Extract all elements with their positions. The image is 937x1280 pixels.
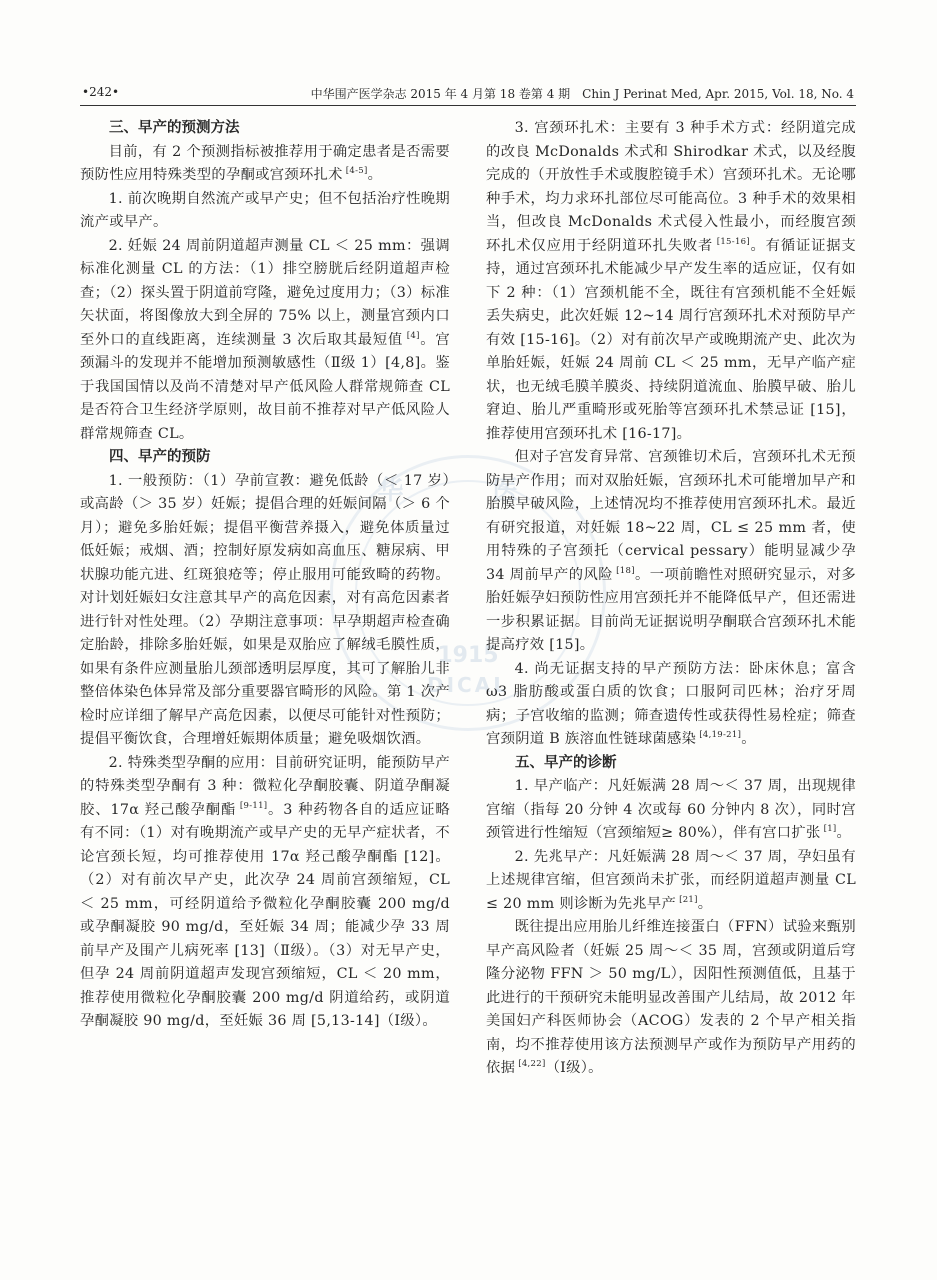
citation-ref: [21]: [676, 894, 698, 905]
section-heading: [80, 446, 450, 470]
paragraph-tail: 。有循证证据支持，通过宫颈环扎术能减少早产发生率的适应证，仅有如下 2 种：（1）宫颈机能不全，既往有宫颈机能不全妊娠丢失病史，此次妊娠 12~14 周行宫颈环扎术对预防早产有效 [15-16]。（2）对有前次早产或晚期流产史、此次为单胎妊娠，妊娠 24 周前 CL ＜ 25 mm，无早产临产症状，也无绒毛膜羊膜炎、持续阴道流血、胎膜早破、胎儿窘迫、胎儿严重畸形或死胎等宫颈环扎术禁忌证 [15]，推荐使用宫颈环扎术 [16-17]。: [486, 237, 856, 442]
paragraph-text: 4. 尚无证据支持的早产预防方法：卧床休息；富含 ω3 脂肪酸或蛋白质的饮食；口服阿司匹林；治疗牙周病；子宫收缩的监测；筛查遗传性或获得性易栓症；筛查宫颈阴道 B 族溶血性链球菌感染: [486, 660, 856, 747]
citation-ref: [4-5]: [342, 166, 368, 177]
paragraph: [486, 846, 856, 917]
watermark-top-text: 华 医: [377, 476, 559, 506]
paragraph: [486, 658, 856, 752]
citation-ref: [4,22]: [515, 1059, 546, 1070]
paragraph: [486, 117, 856, 446]
paragraph-text: 目前，有 2 个预测指标被推荐用于确定患者是否需要预防性应用特殊类型的孕酮或宫颈环扎术: [80, 143, 450, 183]
paragraph: [80, 470, 450, 752]
citation-ref: [9-11]: [236, 800, 268, 811]
paragraph-text: 既往提出应用胎儿纤维连接蛋白（FFN）试验来甄别早产高风险者（妊娠 25 周～＜ 35 周，宫颈或阴道后穹隆分泌物 FFN ＞ 50 mg/L），因阳性预测值低，且基于此进行的干预研究未能明显改善围产儿结局，故 2012 年美国妇产科医师协会（ACOG）发表的 2 个早产相关指南，均不推荐使用该方法预测早产或作为预防早产用药的依据: [486, 919, 856, 1076]
watermark-latin: DICAL: [427, 673, 509, 697]
paragraph-tail: （Ⅰ级）。: [545, 1060, 603, 1076]
paragraph-text: 3. 宫颈环扎术：主要有 3 种手术方式：经阴道完成的改良 McDonalds 术式和 Shirodkar 术式，以及经腹完成的（开放性手术或腹腔镜手术）宫颈环扎术。无论哪种手术，均力求环扎部位尽可能高位。3 种手术的效果相当，但改良 McDonalds 术式侵入性最小，而经腹宫颈环扎术仅应用于经阴道环扎失败者: [486, 120, 856, 254]
paragraph-tail: 。3 种药物各自的适应证略有不同：（1）对有晚期流产或早产史的无早产症状者，不论宫颈长短，均可推荐使用 17α 羟己酸孕酮酯 [12]。（2）对有前次早产史，此次孕 24 周前宫颈缩短，CL ＜ 25 mm，可经阴道给予微粒化孕酮胶囊 200 mg/d 或孕酮凝胶 90 mg/d，至妊娠 34 周；能减少孕 33 周前早产及围产儿病死率 [13]（Ⅱ级）。（3）对无早产史，但孕 24 周前阴道超声发现宫颈缩短，CL ＜ 20 mm，推荐使用微粒化孕酮胶囊 200 mg/d 阴道给药，或阴道孕酮凝胶 90 mg/d，至妊娠 36 周 [5,13-14]（Ⅰ级）。: [80, 801, 451, 1029]
left-column: [80, 117, 450, 1034]
paragraph-text: 五、早产的诊断: [515, 754, 617, 771]
paragraph-tail: 。: [697, 895, 713, 912]
paragraph-text: 三、早产的预测方法: [109, 120, 240, 136]
paragraph-text: 2. 先兆早产：凡妊娠满 28 周～＜ 37 周，孕妇虽有上述规律宫缩，但宫颈尚未扩张，而经阴道超声测量 CL ≤ 20 mm 则诊断为先兆早产: [486, 848, 856, 912]
citation-ref: [15-16]: [713, 236, 750, 247]
paragraph-text: 2. 妊娠 24 周前阴道超声测量 CL ＜ 25 mm：强调标准化测量 CL 的方法：（1）排空膀胱后经阴道超声检查；（2）探头置于阴道前穹隆，避免过度用力；（3）标准矢状面，将图像放大到全屏的 75% 以上，测量宫颈内口至外口的直线距离，连续测量 3 次后取其最短值: [80, 237, 450, 348]
paragraph-tail: 。宫颈漏斗的发现并不能增加预测敏感性（Ⅱ级 1）[4,8]。鉴于我国国情以及尚不清楚对早产低风险人群常规筛查 CL 是否符合卫生经济学原则，故目前不推荐对早产低风险人群常规筛查 CL。: [80, 331, 450, 442]
right-column: [486, 117, 856, 1081]
paragraph: [486, 446, 856, 658]
section-heading: [486, 752, 856, 776]
paragraph: [486, 775, 856, 846]
paragraph: [80, 752, 450, 1034]
journal-citation: 中华围产医学杂志 2015 年 4 月第 18 卷第 4 期 Chin J Perinat Med, Apr. 2015, Vol. 18, No. 4: [310, 87, 854, 101]
paragraph-text: 四、早产的预防: [109, 449, 211, 465]
paragraph-text: 1. 前次晚期自然流产或早产史；但不包括治疗性晚期流产或早产。: [80, 190, 450, 230]
paragraph-text: 1. 早产临产：凡妊娠满 28 周～＜ 37 周，出现规律宫缩（指每 20 分钟 4 次或每 60 分钟内 8 次），同时宫颈管进行性缩短（宫颈缩短≥ 80%），伴有宫口扩张: [486, 778, 856, 841]
citation-ref: [18]: [613, 565, 635, 576]
paragraph-text: 但对子宫发育异常、宫颈锥切术后，宫颈环扎术无预防早产作用；而对双胎妊娠，宫颈环扎术可能增加早产和胎膜早破风险，上述情况均不推荐使用宫颈环扎术。最近有研究报道，对妊娠 18~22 周，CL ≤ 25 mm 者，使用特殊的子宫颈托（cervical pessary）能明显减少孕 34 周前早产的风险: [486, 449, 856, 583]
page-number: •242•: [82, 85, 120, 99]
paragraph-tail: 。一项前瞻性对照研究显示，对多胎妊娠孕妇预防性应用宫颈托并不能降低早产，但还需进一步积累证据。目前尚无证据说明孕酮联合宫颈环扎术能提高疗效 [15]。: [486, 566, 857, 653]
citation-ref: [4]: [403, 330, 420, 341]
paragraph-tail: 。: [367, 167, 383, 183]
paragraph-tail: 。: [836, 825, 852, 841]
watermark-year: 1915: [437, 643, 499, 668]
page-header: [80, 83, 856, 106]
paragraph: [80, 235, 450, 447]
paragraph: [486, 916, 856, 1081]
citation-ref: [1]: [820, 824, 837, 835]
paragraph-text: 1. 一般预防：（1）孕前宣教：避免低龄（＜ 17 岁）或高龄（＞ 35 岁）妊娠；提倡合理的妊娠间隔（＞ 6 个月）；避免多胎妊娠；提倡平衡营养摄入，避免体质量过低妊娠；戒烟、酒；控制好原发病如高血压、糖尿病、甲状腺功能亢进、红斑狼疮等；停止服用可能致畸的药物。对计划妊娠妇女注意其早产的高危因素，对有高危因素者进行针对性处理。（2）孕期注意事项：早孕期超声检查确定胎龄，排除多胎妊娠，如果是双胎应了解绒毛膜性质，如果有条件应测量胎儿颈部透明层厚度，其可了解胎儿非整倍体染色体异常及部分重要器官畸形的风险。第 1 次产检时应详细了解早产高危因素，以便尽可能针对性预防；提倡平衡饮食，合理增妊娠期体质量；避免吸烟饮酒。: [80, 472, 450, 747]
citation-ref: [4,19-21]: [696, 730, 742, 741]
section-heading: [80, 117, 450, 141]
paragraph: [80, 188, 450, 235]
paragraph-text: 2. 特殊类型孕酮的应用：目前研究证明，能预防早产的特殊类型孕酮有 3 种：微粒化孕酮胶囊、阴道孕酮凝胶、17α 羟己酸孕酮酯: [80, 754, 450, 818]
paragraph: [80, 141, 450, 188]
paragraph-tail: 。: [741, 731, 756, 747]
